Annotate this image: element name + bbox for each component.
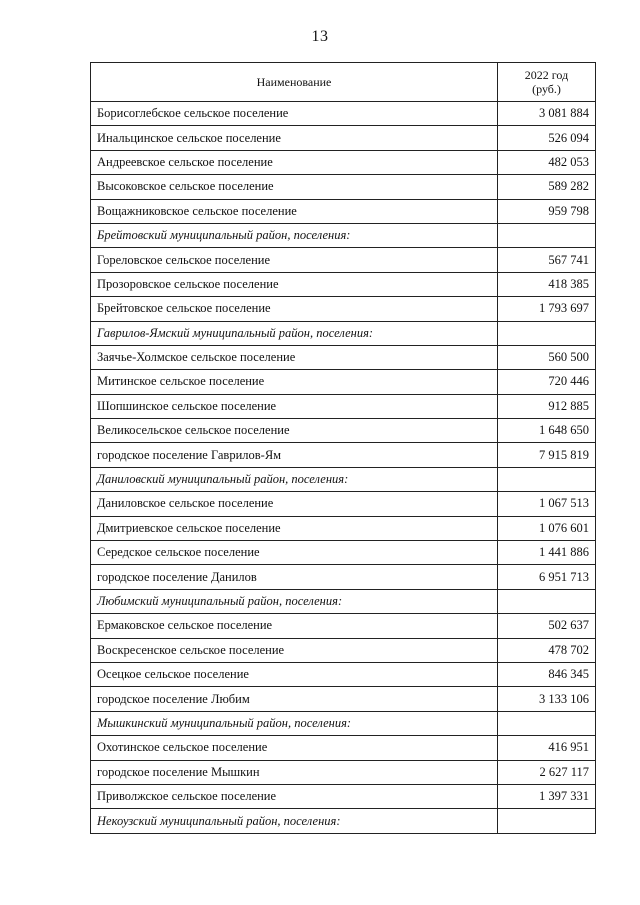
amount-cell: 478 702 xyxy=(498,638,596,662)
table-row xyxy=(91,248,596,272)
amount-cell xyxy=(498,223,596,247)
district-name-cell: Мышкинский муниципальный район, поселения: xyxy=(91,711,498,735)
page-number: 13 xyxy=(311,28,329,45)
settlement-name-cell: Прозоровское сельское поселение xyxy=(91,272,498,296)
table-row xyxy=(91,370,596,394)
column-header-name: Наименование xyxy=(91,63,498,102)
district-header-row xyxy=(91,467,596,491)
amount-cell: 589 282 xyxy=(498,175,596,199)
district-name-cell: Даниловский муниципальный район, поселения: xyxy=(91,467,498,491)
table-row xyxy=(91,662,596,686)
settlement-name-cell: Митинское сельское поселение xyxy=(91,370,498,394)
settlement-name-cell: Брейтовское сельское поселение xyxy=(91,297,498,321)
amount-cell: 846 345 xyxy=(498,662,596,686)
table-header-row xyxy=(91,63,596,102)
settlement-name-cell: городское поселение Гаврилов-Ям xyxy=(91,443,498,467)
settlement-name-cell: Воскресенское сельское поселение xyxy=(91,638,498,662)
settlement-name-cell: городское поселение Данилов xyxy=(91,565,498,589)
amount-cell: 416 951 xyxy=(498,736,596,760)
amount-cell: 482 053 xyxy=(498,150,596,174)
amount-cell: 526 094 xyxy=(498,126,596,150)
amount-cell: 1 441 886 xyxy=(498,541,596,565)
district-name-cell: Брейтовский муниципальный район, поселения: xyxy=(91,223,498,247)
table-row xyxy=(91,199,596,223)
amount-cell: 1 067 513 xyxy=(498,492,596,516)
settlement-name-cell: Ермаковское сельское поселение xyxy=(91,614,498,638)
settlement-name-cell: городское поселение Мышкин xyxy=(91,760,498,784)
settlement-name-cell: Даниловское сельское поселение xyxy=(91,492,498,516)
amount-cell: 418 385 xyxy=(498,272,596,296)
table-row xyxy=(91,419,596,443)
table-row xyxy=(91,394,596,418)
amount-cell: 3 133 106 xyxy=(498,687,596,711)
amount-cell: 1 076 601 xyxy=(498,516,596,540)
column-header-unit: (руб.) xyxy=(532,82,561,96)
settlement-name-cell: Охотинское сельское поселение xyxy=(91,736,498,760)
column-header-year xyxy=(498,63,596,102)
column-header-year-label: 2022 год xyxy=(524,68,569,82)
table-row xyxy=(91,614,596,638)
table-row xyxy=(91,687,596,711)
district-header-row xyxy=(91,589,596,613)
table-row xyxy=(91,565,596,589)
settlement-name-cell: городское поселение Любим xyxy=(91,687,498,711)
district-header-row xyxy=(91,809,596,833)
amount-cell: 1 397 331 xyxy=(498,784,596,808)
table-row xyxy=(91,102,596,126)
amount-cell xyxy=(498,321,596,345)
district-name-cell: Некоузский муниципальный район, поселения: xyxy=(91,809,498,833)
table-row xyxy=(91,541,596,565)
table-row xyxy=(91,126,596,150)
amount-cell: 7 915 819 xyxy=(498,443,596,467)
settlement-name-cell: Шопшинское сельское поселение xyxy=(91,394,498,418)
amount-cell: 567 741 xyxy=(498,248,596,272)
settlement-name-cell: Андреевское сельское поселение xyxy=(91,150,498,174)
table-row xyxy=(91,175,596,199)
amount-cell: 3 081 884 xyxy=(498,102,596,126)
amount-cell xyxy=(498,809,596,833)
settlement-name-cell: Середское сельское поселение xyxy=(91,541,498,565)
district-name-cell: Любимский муниципальный район, поселения: xyxy=(91,589,498,613)
table-row xyxy=(91,784,596,808)
district-header-row xyxy=(91,223,596,247)
table-row xyxy=(91,443,596,467)
settlement-name-cell: Борисоглебское сельское поселение xyxy=(91,102,498,126)
district-header-row xyxy=(91,321,596,345)
amount-cell xyxy=(498,589,596,613)
table-row xyxy=(91,492,596,516)
amount-cell xyxy=(498,467,596,491)
settlement-name-cell: Заячье-Холмское сельское поселение xyxy=(91,345,498,369)
settlement-name-cell: Инальцинское сельское поселение xyxy=(91,126,498,150)
table-row xyxy=(91,150,596,174)
amount-cell: 720 446 xyxy=(498,370,596,394)
amount-cell: 1 648 650 xyxy=(498,419,596,443)
table-row xyxy=(91,736,596,760)
settlement-name-cell: Высоковское сельское поселение xyxy=(91,175,498,199)
table-row xyxy=(91,760,596,784)
amount-cell: 502 637 xyxy=(498,614,596,638)
settlement-name-cell: Приволжское сельское поселение xyxy=(91,784,498,808)
amount-cell: 2 627 117 xyxy=(498,760,596,784)
amount-cell: 560 500 xyxy=(498,345,596,369)
amount-cell: 959 798 xyxy=(498,199,596,223)
table-row xyxy=(91,272,596,296)
table-row xyxy=(91,638,596,662)
amount-cell: 6 951 713 xyxy=(498,565,596,589)
settlement-name-cell: Осецкое сельское поселение xyxy=(91,662,498,686)
amount-cell xyxy=(498,711,596,735)
table-row xyxy=(91,345,596,369)
amount-cell: 1 793 697 xyxy=(498,297,596,321)
settlement-name-cell: Вощажниковское сельское поселение xyxy=(91,199,498,223)
district-name-cell: Гаврилов-Ямский муниципальный район, поселения: xyxy=(91,321,498,345)
table-row xyxy=(91,297,596,321)
settlement-name-cell: Дмитриевское сельское поселение xyxy=(91,516,498,540)
table-row xyxy=(91,516,596,540)
settlement-name-cell: Великосельское сельское поселение xyxy=(91,419,498,443)
table-body xyxy=(91,102,596,834)
amount-cell: 912 885 xyxy=(498,394,596,418)
budget-table xyxy=(90,62,596,834)
district-header-row xyxy=(91,711,596,735)
settlement-name-cell: Гореловское сельское поселение xyxy=(91,248,498,272)
